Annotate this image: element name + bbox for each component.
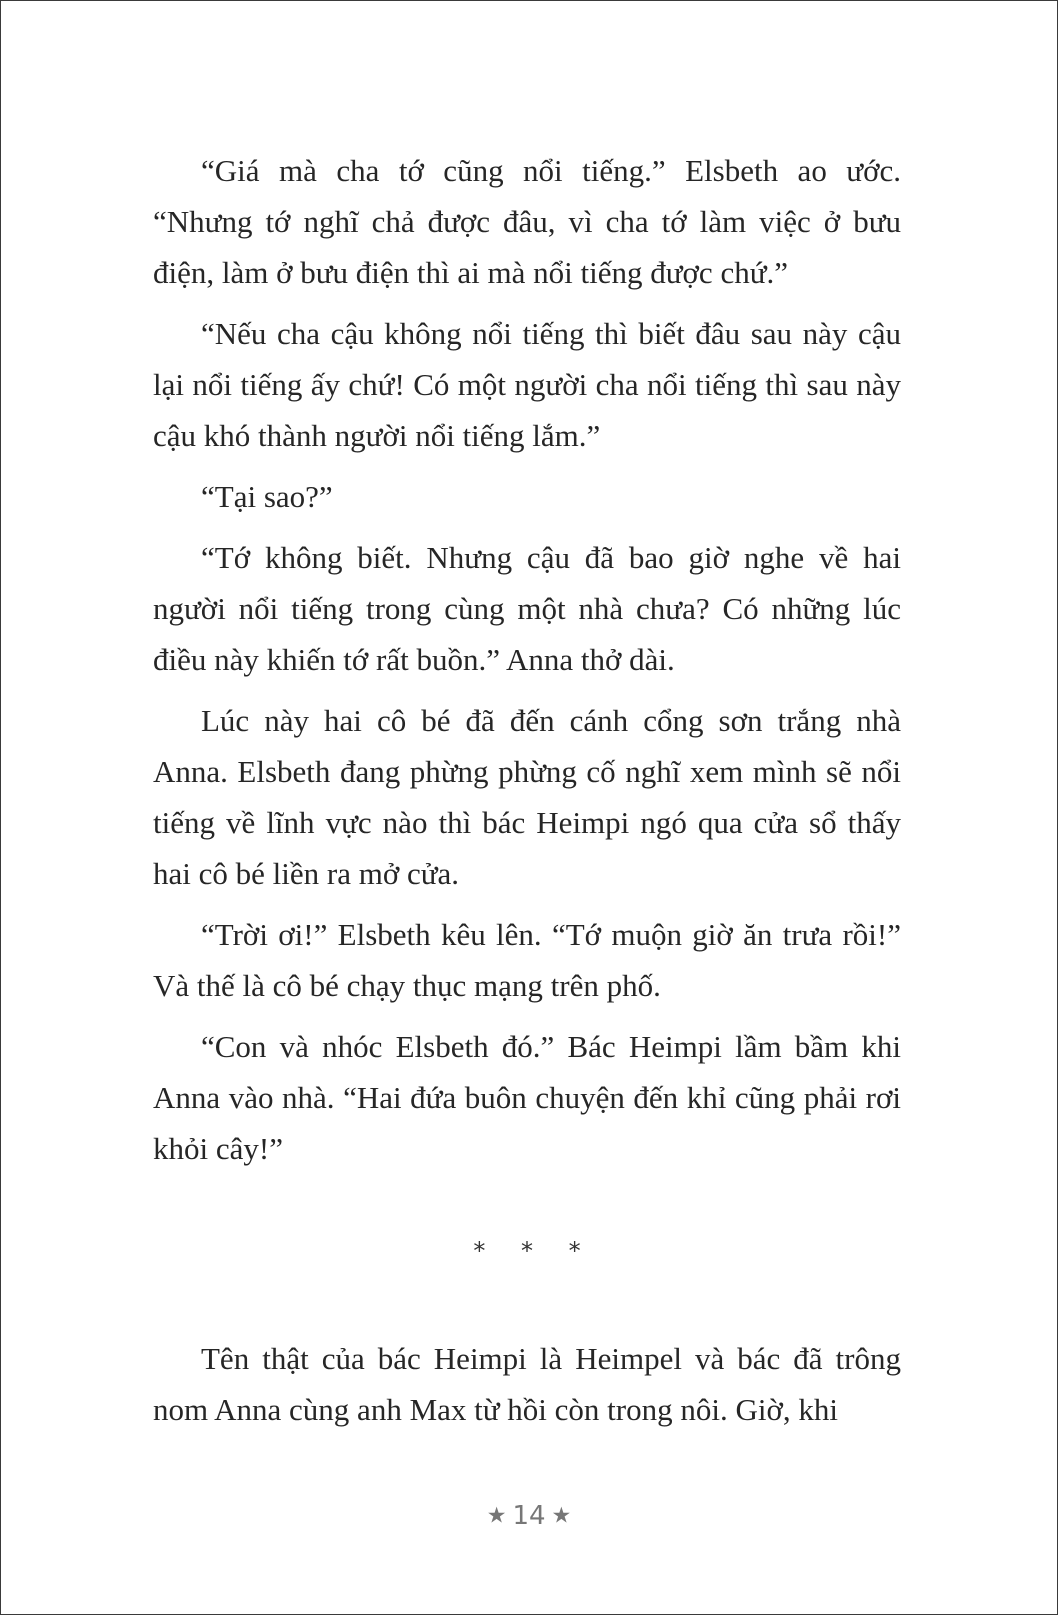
paragraph-1: “Giá mà cha tớ cũng nổi tiếng.” Elsbeth ao ước. “Nhưng tớ nghĩ chả được đâu, vì cha tớ làm việc ở bưu điện, làm ở bưu điện thì ai mà nổi tiếng được chứ.” (153, 153, 901, 290)
page-number: 14 (512, 1501, 546, 1531)
star-icon: ★ (486, 1503, 507, 1529)
paragraph-7: “Con và nhóc Elsbeth đó.” Bác Heimpi lầm bầm khi Anna vào nhà. “Hai đứa buôn chuyện đến khỉ cũng phải rơi khỏi cây!” (153, 1029, 901, 1166)
page-footer (1, 1501, 1057, 1531)
paragraph-8: Tên thật của bác Heimpi là Heimpel và bác đã trông nom Anna cùng anh Max từ hồi còn trong nôi. Giờ, khi (153, 1341, 901, 1427)
paragraph-6: “Trời ơi!” Elsbeth kêu lên. “Tớ muộn giờ ăn trưa rồi!” Và thế là cô bé chạy thục mạng trên phố. (153, 917, 901, 1003)
star-icon: ★ (551, 1503, 572, 1529)
body-text (153, 145, 901, 1445)
paragraph-2: “Nếu cha cậu không nổi tiếng thì biết đâu sau này cậu lại nổi tiếng ấy chứ! Có một người cha nổi tiếng thì sau này cậu khó thành người nổi tiếng lắm.” (153, 316, 901, 453)
paragraph-5: Lúc này hai cô bé đã đến cánh cổng sơn trắng nhà Anna. Elsbeth đang phừng phừng cố nghĩ xem mình sẽ nổi tiếng về lĩnh vực nào thì bác Heimpi ngó qua cửa sổ thấy hai cô bé liền ra mở cửa. (153, 703, 901, 891)
paragraph-4: “Tớ không biết. Nhưng cậu đã bao giờ nghe về hai người nổi tiếng trong cùng một nhà chưa? Có những lúc điều này khiến tớ rất buồn.” Anna thở dài. (153, 540, 901, 677)
paragraph-3: “Tại sao?” (201, 479, 333, 514)
section-separator: * * * (473, 1237, 595, 1265)
